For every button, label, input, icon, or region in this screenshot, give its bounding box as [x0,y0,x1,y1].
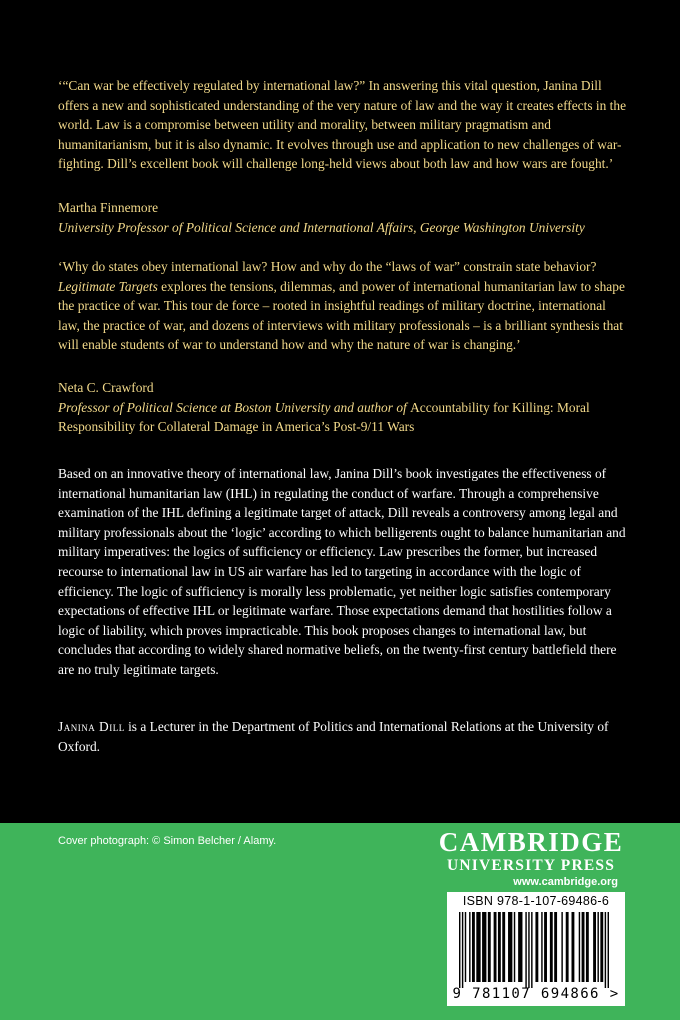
barcode-bar [579,912,580,982]
barcode-bar [514,912,515,982]
barcode-bar [586,912,589,982]
publisher-subtitle: UNIVERSITY PRESS [446,857,616,874]
isbn-label: ISBN 978-1-107-69486-6 [462,894,610,908]
barcode-bar [605,912,606,988]
quote-2-book: Accountability for Killing: Moral Responsibility for Collateral Damage in America’s Post-9/11 Wars [58,399,590,435]
barcode-bar [459,912,460,988]
publisher-name: CAMBRIDGE [438,827,624,857]
barcode-bar [502,912,505,982]
barcode [453,912,619,988]
barcode-bar [508,912,512,982]
barcode-bar [582,912,585,982]
quote-2-text-after: explores the tensions, dilemmas, and power of international humanitarian law to shape the practice of war. This tour de force – rooted in insightful readings of military doctrine, international law, the practice of war, and dozens of interviews with military professionals – is a brilliant synthesis that will enable students of war to understand how and why the nature of war is changing.’ [58,278,625,353]
barcode-bar [528,912,529,988]
barcode-bar [541,912,542,982]
quote-2-attribution [58,378,628,437]
barcode-bar [476,912,480,982]
quote-1-attribution [58,198,628,237]
barcode-bar [566,912,569,982]
publisher-website: www.cambridge.org [513,876,618,888]
quote-2-text-before: ‘Why do states obey international law? How and why do the “laws of war” constrain state behavior? [58,259,597,274]
barcode-bar [550,912,553,982]
barcode-bar [535,912,538,982]
barcode-bar [554,912,557,982]
barcode-bar [472,912,475,982]
barcode-bar [544,912,547,982]
author-bio [58,717,628,756]
barcode-bar [482,912,486,982]
author-bio-name: Janina Dill [58,719,125,734]
barcode-bar [597,912,598,982]
photo-credit: Cover photograph: © Simon Belcher / Alamy. [58,835,277,847]
barcode-bar [600,912,603,982]
quote-2-role [58,398,628,437]
barcode-bar [593,912,596,982]
quote-2-book-title: Legitimate Targets [58,278,158,294]
barcode-bar [561,912,562,982]
book-description: Based on an innovative theory of international law, Janina Dill’s book investigates the effectiveness of international humanitarian law (IHL) in regulating the conduct of warfare. Through a comprehensive examination of the IHL defining a legitimate target of attack, Dill reveals a controversy among legal and military professionals about the ‘logic’ according to which belligerents ought to balance humanitarian and military imperatives: the logics of sufficiency or efficiency. Law prescribes the former, but increased recourse to international law in US air warfare has led to targeting in accordance with the logic of efficiency. The logic of sufficiency is morally less problematic, yet neither logic satisfies contemporary expectations of effective IHL or legitimate warfare. Those expectations demand that hostilities follow a logic of liability, which proves impracticable. This book proposes changes to international law, but concludes that according to widely shared normative beliefs, on the twenty-first century battlefield there are no truly legitimate targets. [58,466,626,677]
barcode-bar [531,912,532,988]
quote-1-author: Martha Finnemore [58,200,159,215]
barcode-panel [447,892,625,1006]
quote-2-text [58,257,628,355]
quote-2-role-text: Professor of Political Science at Boston University and author of [58,399,411,415]
barcode-bar [488,912,491,982]
barcode-bar [608,912,609,988]
barcode-digits: 9 781107 694866 > [452,986,620,1002]
author-bio-text: is a Lecturer in the Department of Politics and International Relations at the University of Oxford. [58,719,609,754]
barcode-bar [525,912,526,988]
barcode-bar [465,912,466,982]
barcode-bar [494,912,497,982]
barcode-bar [469,912,470,982]
barcode-bar [498,912,501,982]
quote-1-role: University Professor of Political Science and International Affairs, George Washington University [58,219,585,235]
barcode-bar [462,912,463,988]
quote-2-author: Neta C. Crawford [58,380,154,395]
publisher-logo [436,828,626,890]
quote-1-text: ‘“Can war be effectively regulated by international law?” In answering this vital question, Janina Dill offers a new and sophisticated understanding of the very nature of law and the way it creates effects in the world. Law is a compromise between utility and morality, between military pragmatism and humanitarianism, but it is also dynamic. It evolves through use and application to new challenges of war-fighting. Dill’s excellent book will challenge long-held views about both law and how wars are fought.’ [58,78,627,172]
barcode-bar [518,912,522,982]
barcode-bar [572,912,575,982]
